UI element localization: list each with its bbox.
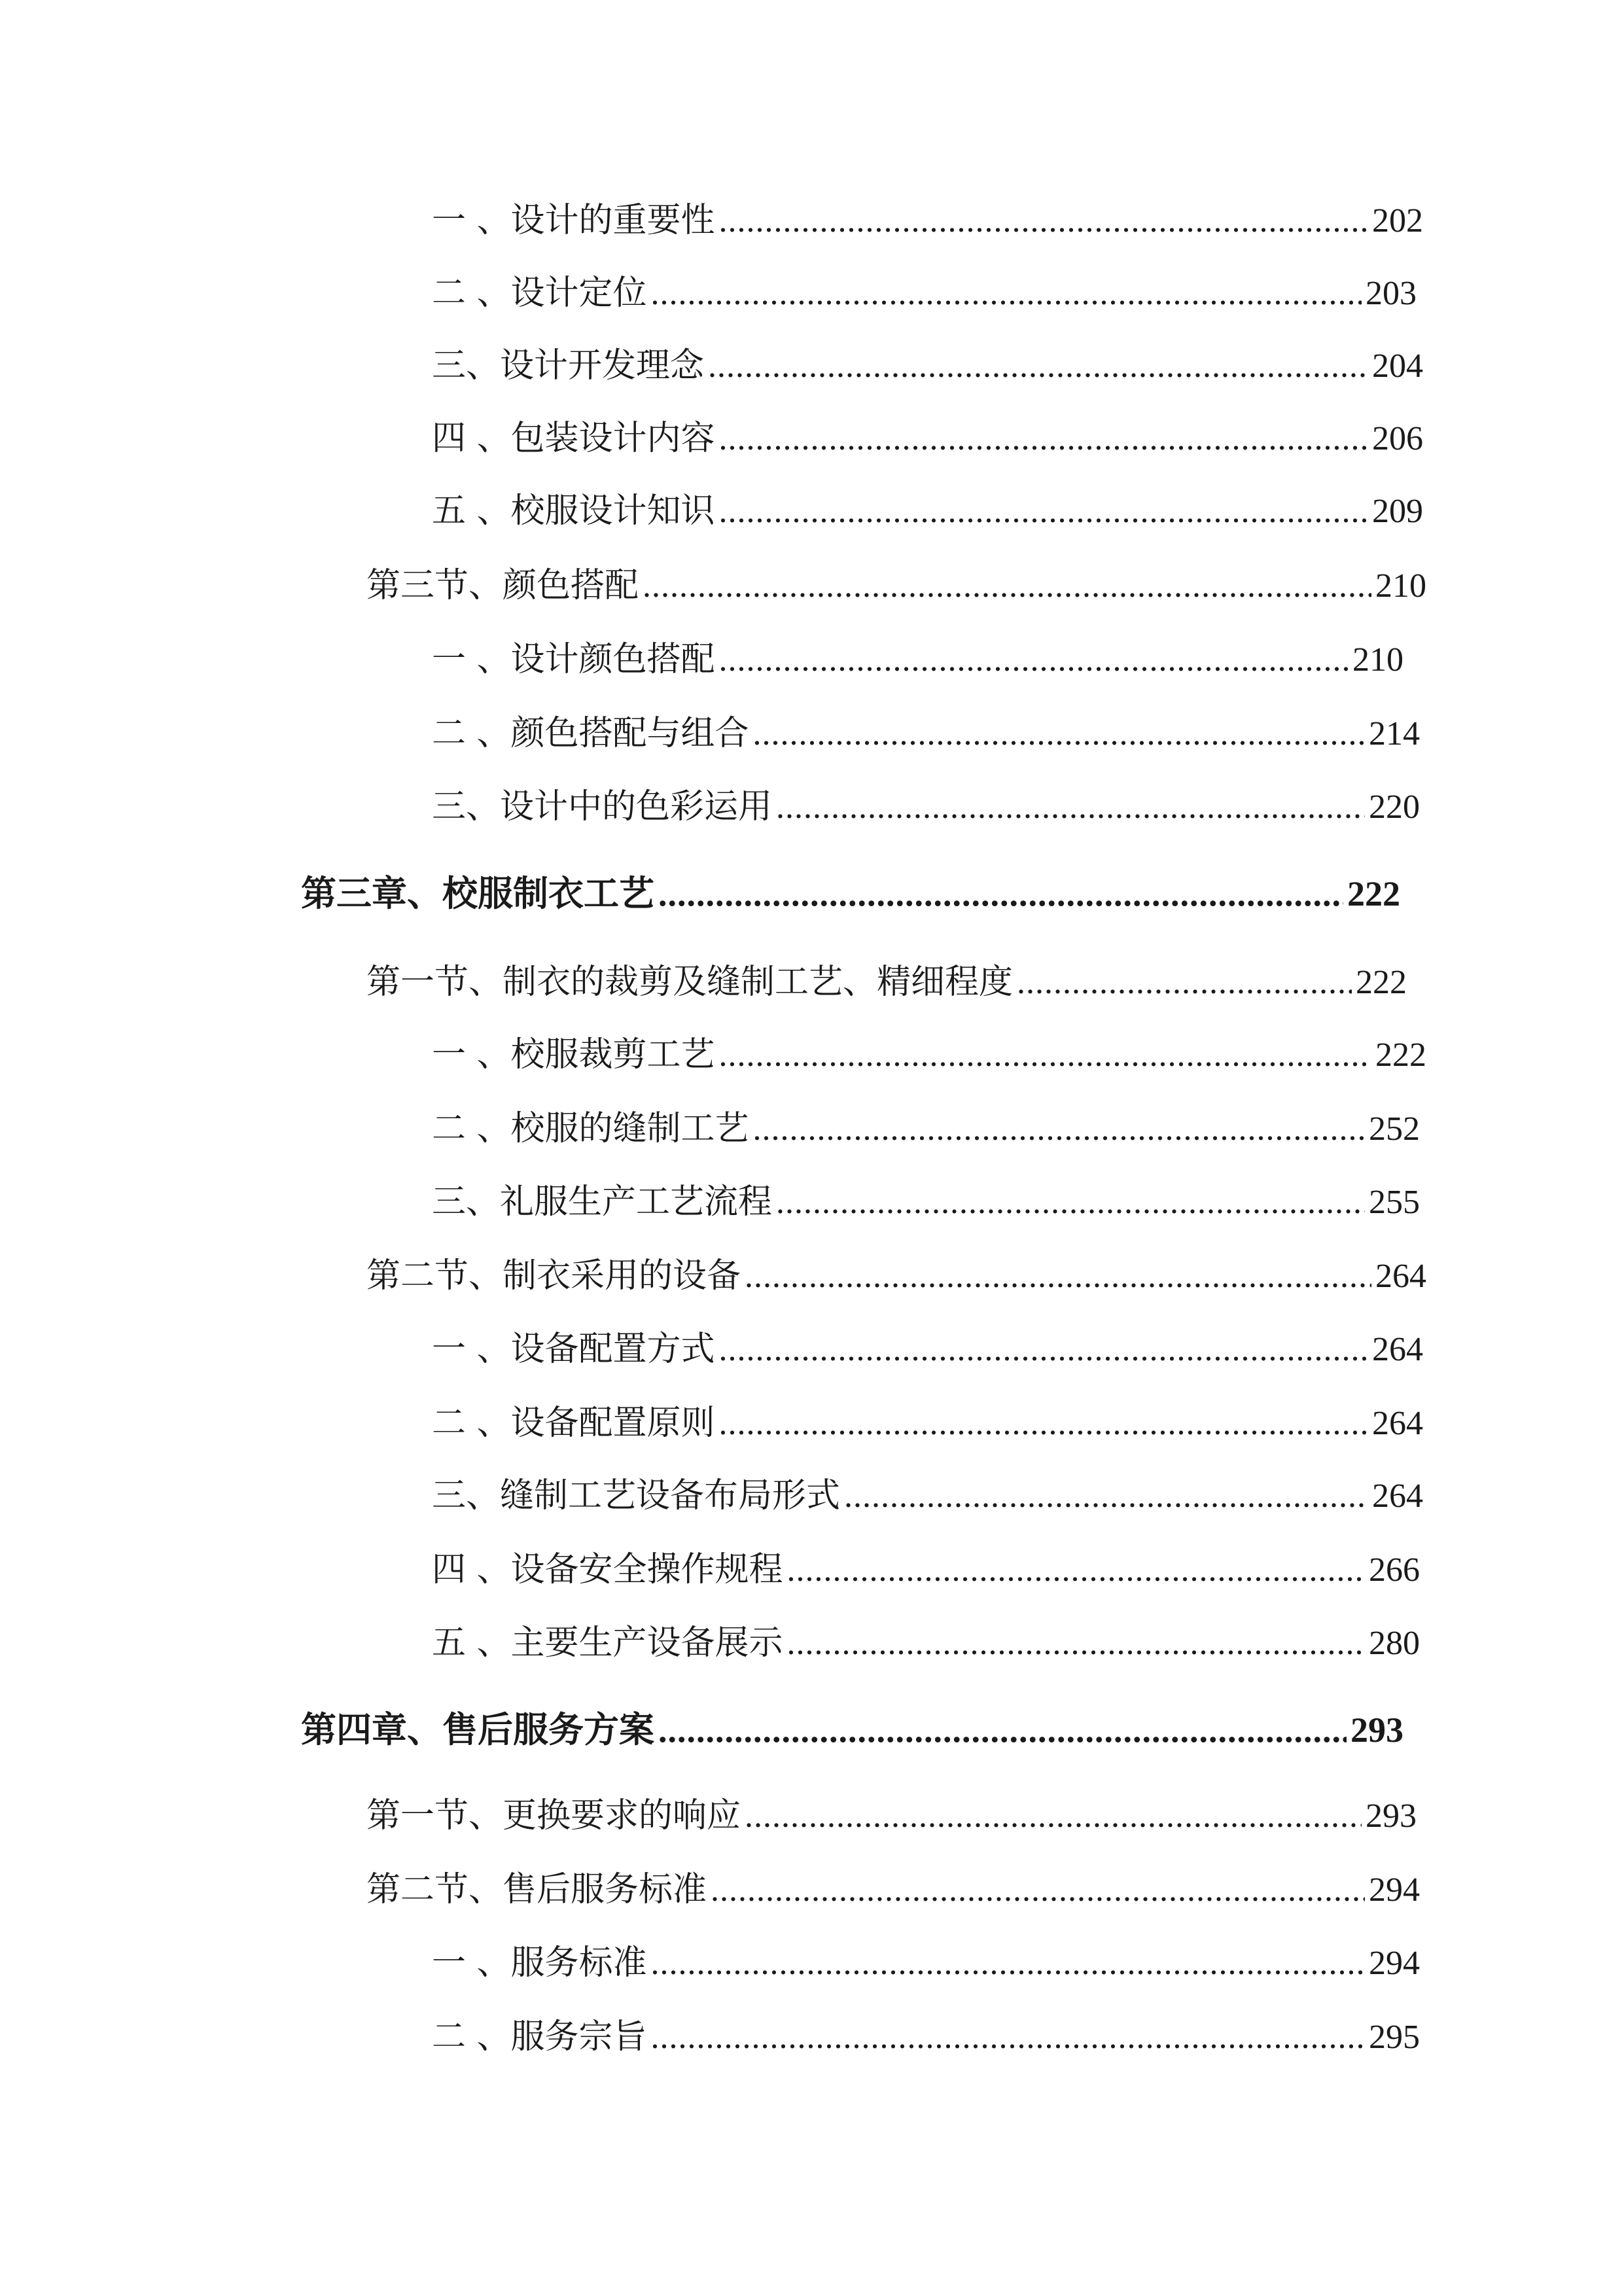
toc-entry-page: 203: [1366, 275, 1417, 312]
dot-leader: [844, 1474, 1368, 1519]
toc-entry-title: 三、设计中的色彩运用: [432, 787, 773, 826]
toc-entry[interactable]: [432, 270, 1417, 317]
toc-entry-title: 一 、服务标准: [432, 1943, 647, 1983]
dot-leader: [651, 1941, 1365, 1987]
dot-leader: [745, 1793, 1362, 1839]
toc-entry[interactable]: [432, 1473, 1423, 1519]
dot-leader: [708, 344, 1368, 389]
toc-entry[interactable]: [432, 784, 1420, 830]
toc-entry-title: 四 、包装设计内容: [432, 419, 715, 458]
toc-entry[interactable]: [432, 1179, 1420, 1226]
toc-entry[interactable]: [432, 488, 1423, 535]
toc-entry[interactable]: [432, 343, 1423, 389]
toc-entry-title: 五 、校服设计知识: [432, 491, 715, 531]
toc-entry-page: 264: [1372, 1405, 1423, 1442]
toc-entry[interactable]: [432, 1620, 1420, 1667]
toc-entry[interactable]: [432, 711, 1420, 757]
dot-leader: [719, 1401, 1368, 1447]
dot-leader: [719, 1327, 1368, 1373]
toc-entry-title: 一 、设备配置方式: [432, 1330, 715, 1369]
toc-entry-title: 一 、校服裁剪工艺: [432, 1035, 715, 1074]
dot-leader: [643, 563, 1371, 609]
toc-entry-title: 二 、校服的缝制工艺: [432, 1109, 749, 1148]
toc-entry-title: 一 、设计颜色搭配: [432, 640, 715, 679]
toc-section-entry[interactable]: [366, 563, 1426, 609]
dot-leader: [719, 198, 1368, 244]
toc-section-entry[interactable]: [366, 1867, 1420, 1913]
toc-entry-title: 二 、设计定位: [432, 274, 647, 313]
toc-entry[interactable]: [432, 1400, 1423, 1447]
toc-entry-title: 第四章、售后服务方案: [301, 1708, 654, 1750]
toc-entry-title: 二 、服务宗旨: [432, 2017, 647, 2057]
toc-entry[interactable]: [432, 1547, 1420, 1593]
toc-entry-title: 三、礼服生产工艺流程: [432, 1182, 773, 1222]
toc-entry-title: 二 、颜色搭配与组合: [432, 714, 749, 753]
dot-leader: [753, 1106, 1365, 1152]
dot-leader: [776, 1180, 1365, 1226]
dot-leader: [719, 637, 1349, 683]
dot-leader: [658, 1707, 1347, 1753]
dot-leader: [651, 2015, 1365, 2060]
dot-leader: [753, 711, 1365, 757]
toc-entry-page: 204: [1372, 347, 1423, 385]
toc-entry-title: 第一节、制衣的裁剪及缝制工艺、精细程度: [366, 963, 1014, 1002]
toc-entry-page: 280: [1369, 1625, 1420, 1662]
dot-leader: [658, 871, 1343, 917]
toc-entry[interactable]: [432, 1032, 1426, 1078]
dot-leader: [1017, 960, 1352, 1006]
dot-leader: [651, 271, 1362, 317]
toc-entry-page: 222: [1375, 1036, 1426, 1074]
toc-entry-title: 五 、主要生产设备展示: [432, 1623, 783, 1663]
toc-entry-title: 一 、设计的重要性: [432, 201, 715, 240]
toc-entry-page: 209: [1372, 493, 1423, 530]
toc-entry-page: 222: [1347, 874, 1400, 913]
toc-entry[interactable]: [432, 1940, 1420, 1987]
toc-entry-page: 264: [1375, 1258, 1426, 1295]
toc-entry-page: 266: [1369, 1551, 1420, 1589]
toc-entry-page: 220: [1369, 788, 1420, 826]
toc-entry-title: 四 、设备安全操作规程: [432, 1550, 783, 1589]
toc-entry-title: 二 、设备配置原则: [432, 1404, 715, 1443]
toc-entry-page: 264: [1372, 1477, 1423, 1515]
toc-chapter-entry[interactable]: [301, 1706, 1403, 1753]
toc-entry-page: 294: [1369, 1945, 1420, 1982]
dot-leader: [719, 489, 1368, 535]
toc-entry-page: 255: [1369, 1184, 1420, 1221]
toc-entry-page: 294: [1369, 1871, 1420, 1909]
toc-section-entry[interactable]: [366, 1793, 1417, 1839]
dot-leader: [711, 1867, 1365, 1913]
toc-entry-page: 210: [1352, 641, 1403, 679]
dot-leader: [787, 1547, 1365, 1593]
toc-entry[interactable]: [432, 415, 1423, 462]
toc-entry[interactable]: [432, 1106, 1420, 1152]
toc-entry-page: 214: [1369, 715, 1420, 752]
toc-entry-page: 293: [1366, 1797, 1417, 1835]
toc-chapter-entry[interactable]: [301, 870, 1400, 917]
toc-entry-page: 202: [1372, 202, 1423, 239]
toc-entry-page: 210: [1375, 567, 1426, 605]
toc-entry-page: 293: [1350, 1710, 1403, 1750]
toc-entry[interactable]: [432, 637, 1403, 683]
toc-entry-page: 222: [1356, 964, 1407, 1001]
toc-entry-title: 第三节、颜色搭配: [366, 566, 639, 605]
dot-leader: [787, 1621, 1365, 1667]
toc-entry-title: 第一节、更换要求的响应: [366, 1796, 741, 1835]
toc-entry-title: 第二节、制衣采用的设备: [366, 1256, 741, 1296]
toc-entry[interactable]: [432, 2014, 1420, 2060]
toc-entry[interactable]: [432, 1326, 1423, 1373]
toc-entry-title: 三、缝制工艺设备布局形式: [432, 1476, 841, 1515]
toc-entry-page: 252: [1369, 1110, 1420, 1148]
toc-entry-page: 264: [1372, 1331, 1423, 1368]
dot-leader: [719, 416, 1368, 462]
dot-leader: [745, 1254, 1371, 1299]
dot-leader: [719, 1033, 1371, 1078]
toc-entry[interactable]: [432, 198, 1423, 244]
dot-leader: [776, 785, 1365, 830]
toc-entry-title: 三、设计开发理念: [432, 346, 705, 385]
toc-entry-page: 295: [1369, 2019, 1420, 2056]
toc-section-entry[interactable]: [366, 959, 1407, 1006]
toc-section-entry[interactable]: [366, 1253, 1426, 1299]
toc-entry-title: 第三章、校服制衣工艺: [301, 872, 654, 914]
toc-entry-title: 第二节、售后服务标准: [366, 1870, 707, 1909]
toc-entry-page: 206: [1372, 420, 1423, 457]
